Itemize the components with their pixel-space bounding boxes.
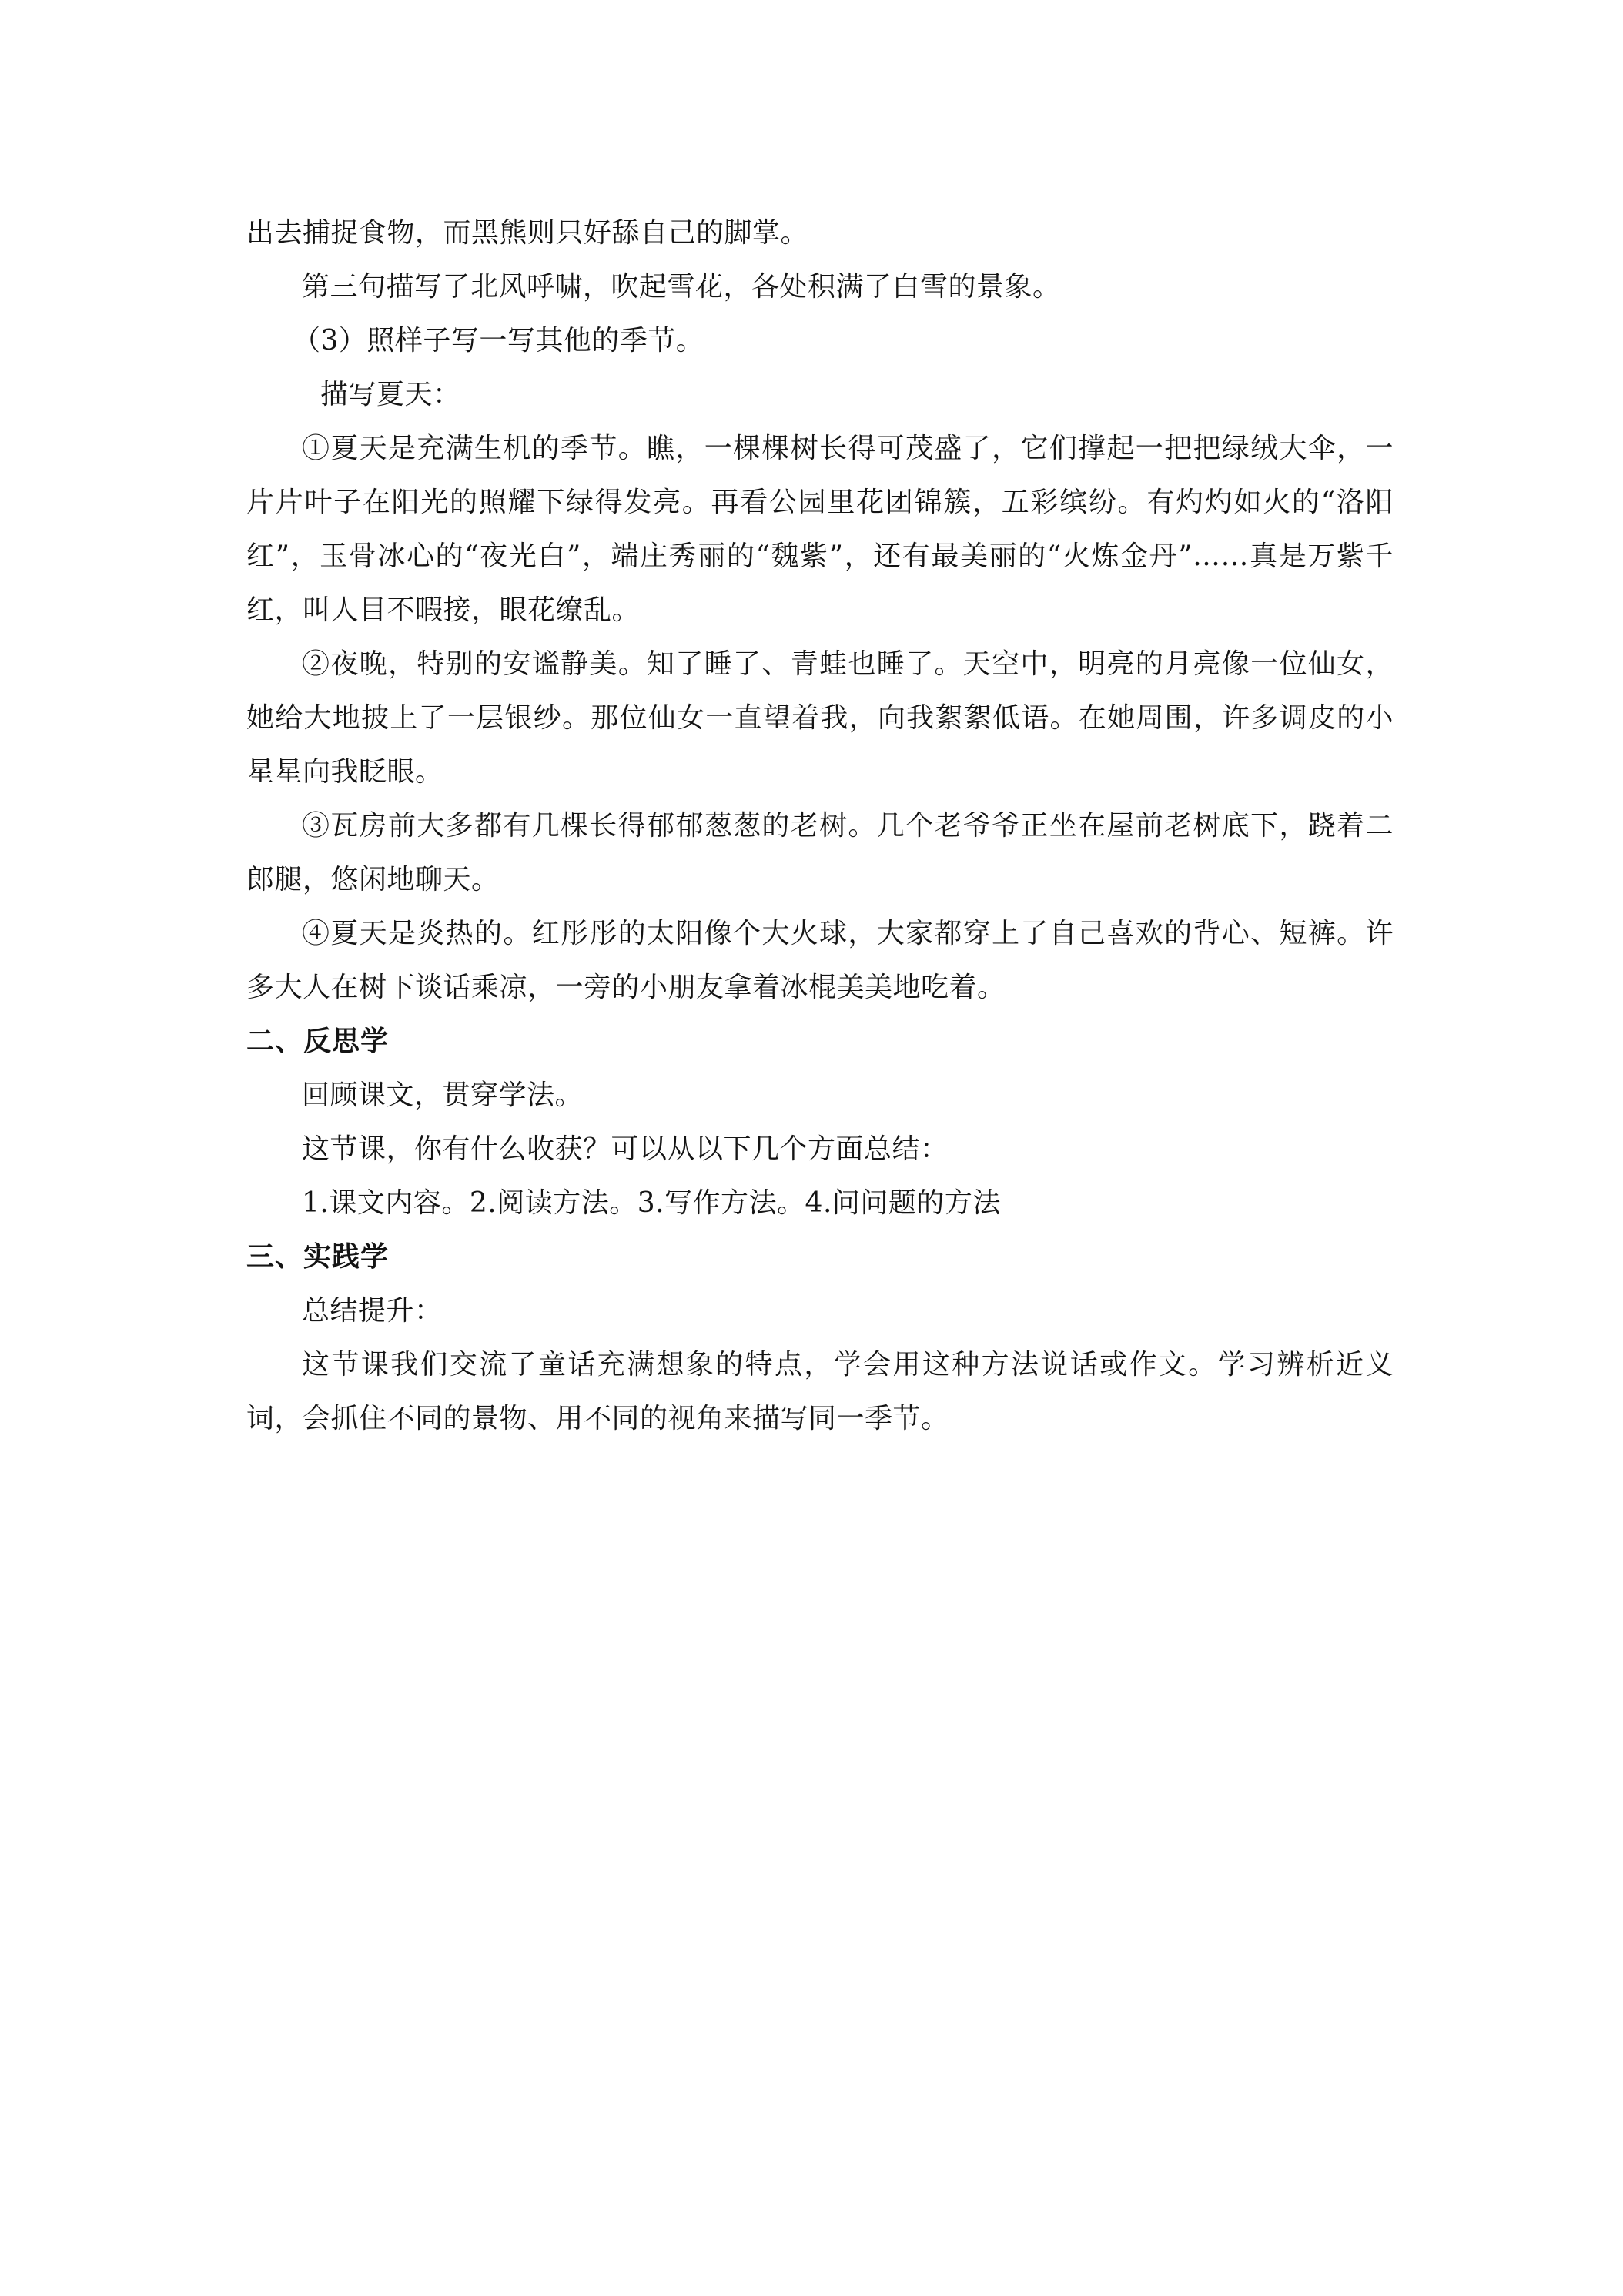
- paragraph-instruction: （3）照样子写一写其他的季节。: [293, 325, 704, 356]
- practice-line-1: 总结提升：: [302, 1295, 443, 1327]
- summer-item-2: ②夜晚，特别的安谧静美。知了睡了、青蛙也睡了。天空中，明亮的月亮像一位仙女，她给大地披上了一层银纱。那位仙女一直望着我，向我絮絮低语。在她周围，许多调皮的小星星向我眨眼。: [246, 648, 1394, 788]
- paragraph-third-sentence: 第三句描写了北风呼啸，吹起雪花，各处积满了白雪的景象。: [302, 271, 1061, 303]
- section-heading-reflection: 二、反思学: [246, 1026, 390, 1057]
- document-page: [246, 206, 1394, 1446]
- paragraph-summer-label: 描写夏天：: [320, 379, 461, 410]
- section-heading-practice: 三、实践学: [246, 1241, 390, 1273]
- reflection-line-3: 1.课文内容。2.阅读方法。3.写作方法。4.问问题的方法: [302, 1187, 1001, 1219]
- summer-item-3: ③瓦房前大多都有几棵长得郁郁葱葱的老树。几个老爷爷正坐在屋前老树底下，跷着二郎腿，悠闲地聊天。: [246, 810, 1394, 895]
- practice-line-2: 这节课我们交流了童话充满想象的特点，学会用这种方法说话或作文。学习辨析近义词，会抓住不同的景物、用不同的视角来描写同一季节。: [246, 1349, 1394, 1434]
- reflection-line-2: 这节课，你有什么收获？可以从以下几个方面总结：: [302, 1133, 949, 1165]
- paragraph-continuation: 出去捕捉食物，而黑熊则只好舔自己的脚掌。: [246, 217, 809, 249]
- summer-item-1: ①夏天是充满生机的季节。瞧，一棵棵树长得可茂盛了，它们撑起一把把绿绒大伞，一片片叶子在阳光的照耀下绿得发亮。再看公园里花团锦簇，五彩缤纷。有灼灼如火的“洛阳红”，玉骨冰心的“夜光白”，端庄秀丽的“魏紫”，还有最美丽的“火炼金丹”……真是万紫千红，叫人目不暇接，眼花缭乱。: [246, 433, 1394, 626]
- summer-item-4: ④夏天是炎热的。红彤彤的太阳像个大火球，大家都穿上了自己喜欢的背心、短裤。许多大人在树下谈话乘凉，一旁的小朋友拿着冰棍美美地吃着。: [246, 918, 1394, 1003]
- reflection-line-1: 回顾课文，贯穿学法。: [302, 1079, 584, 1111]
